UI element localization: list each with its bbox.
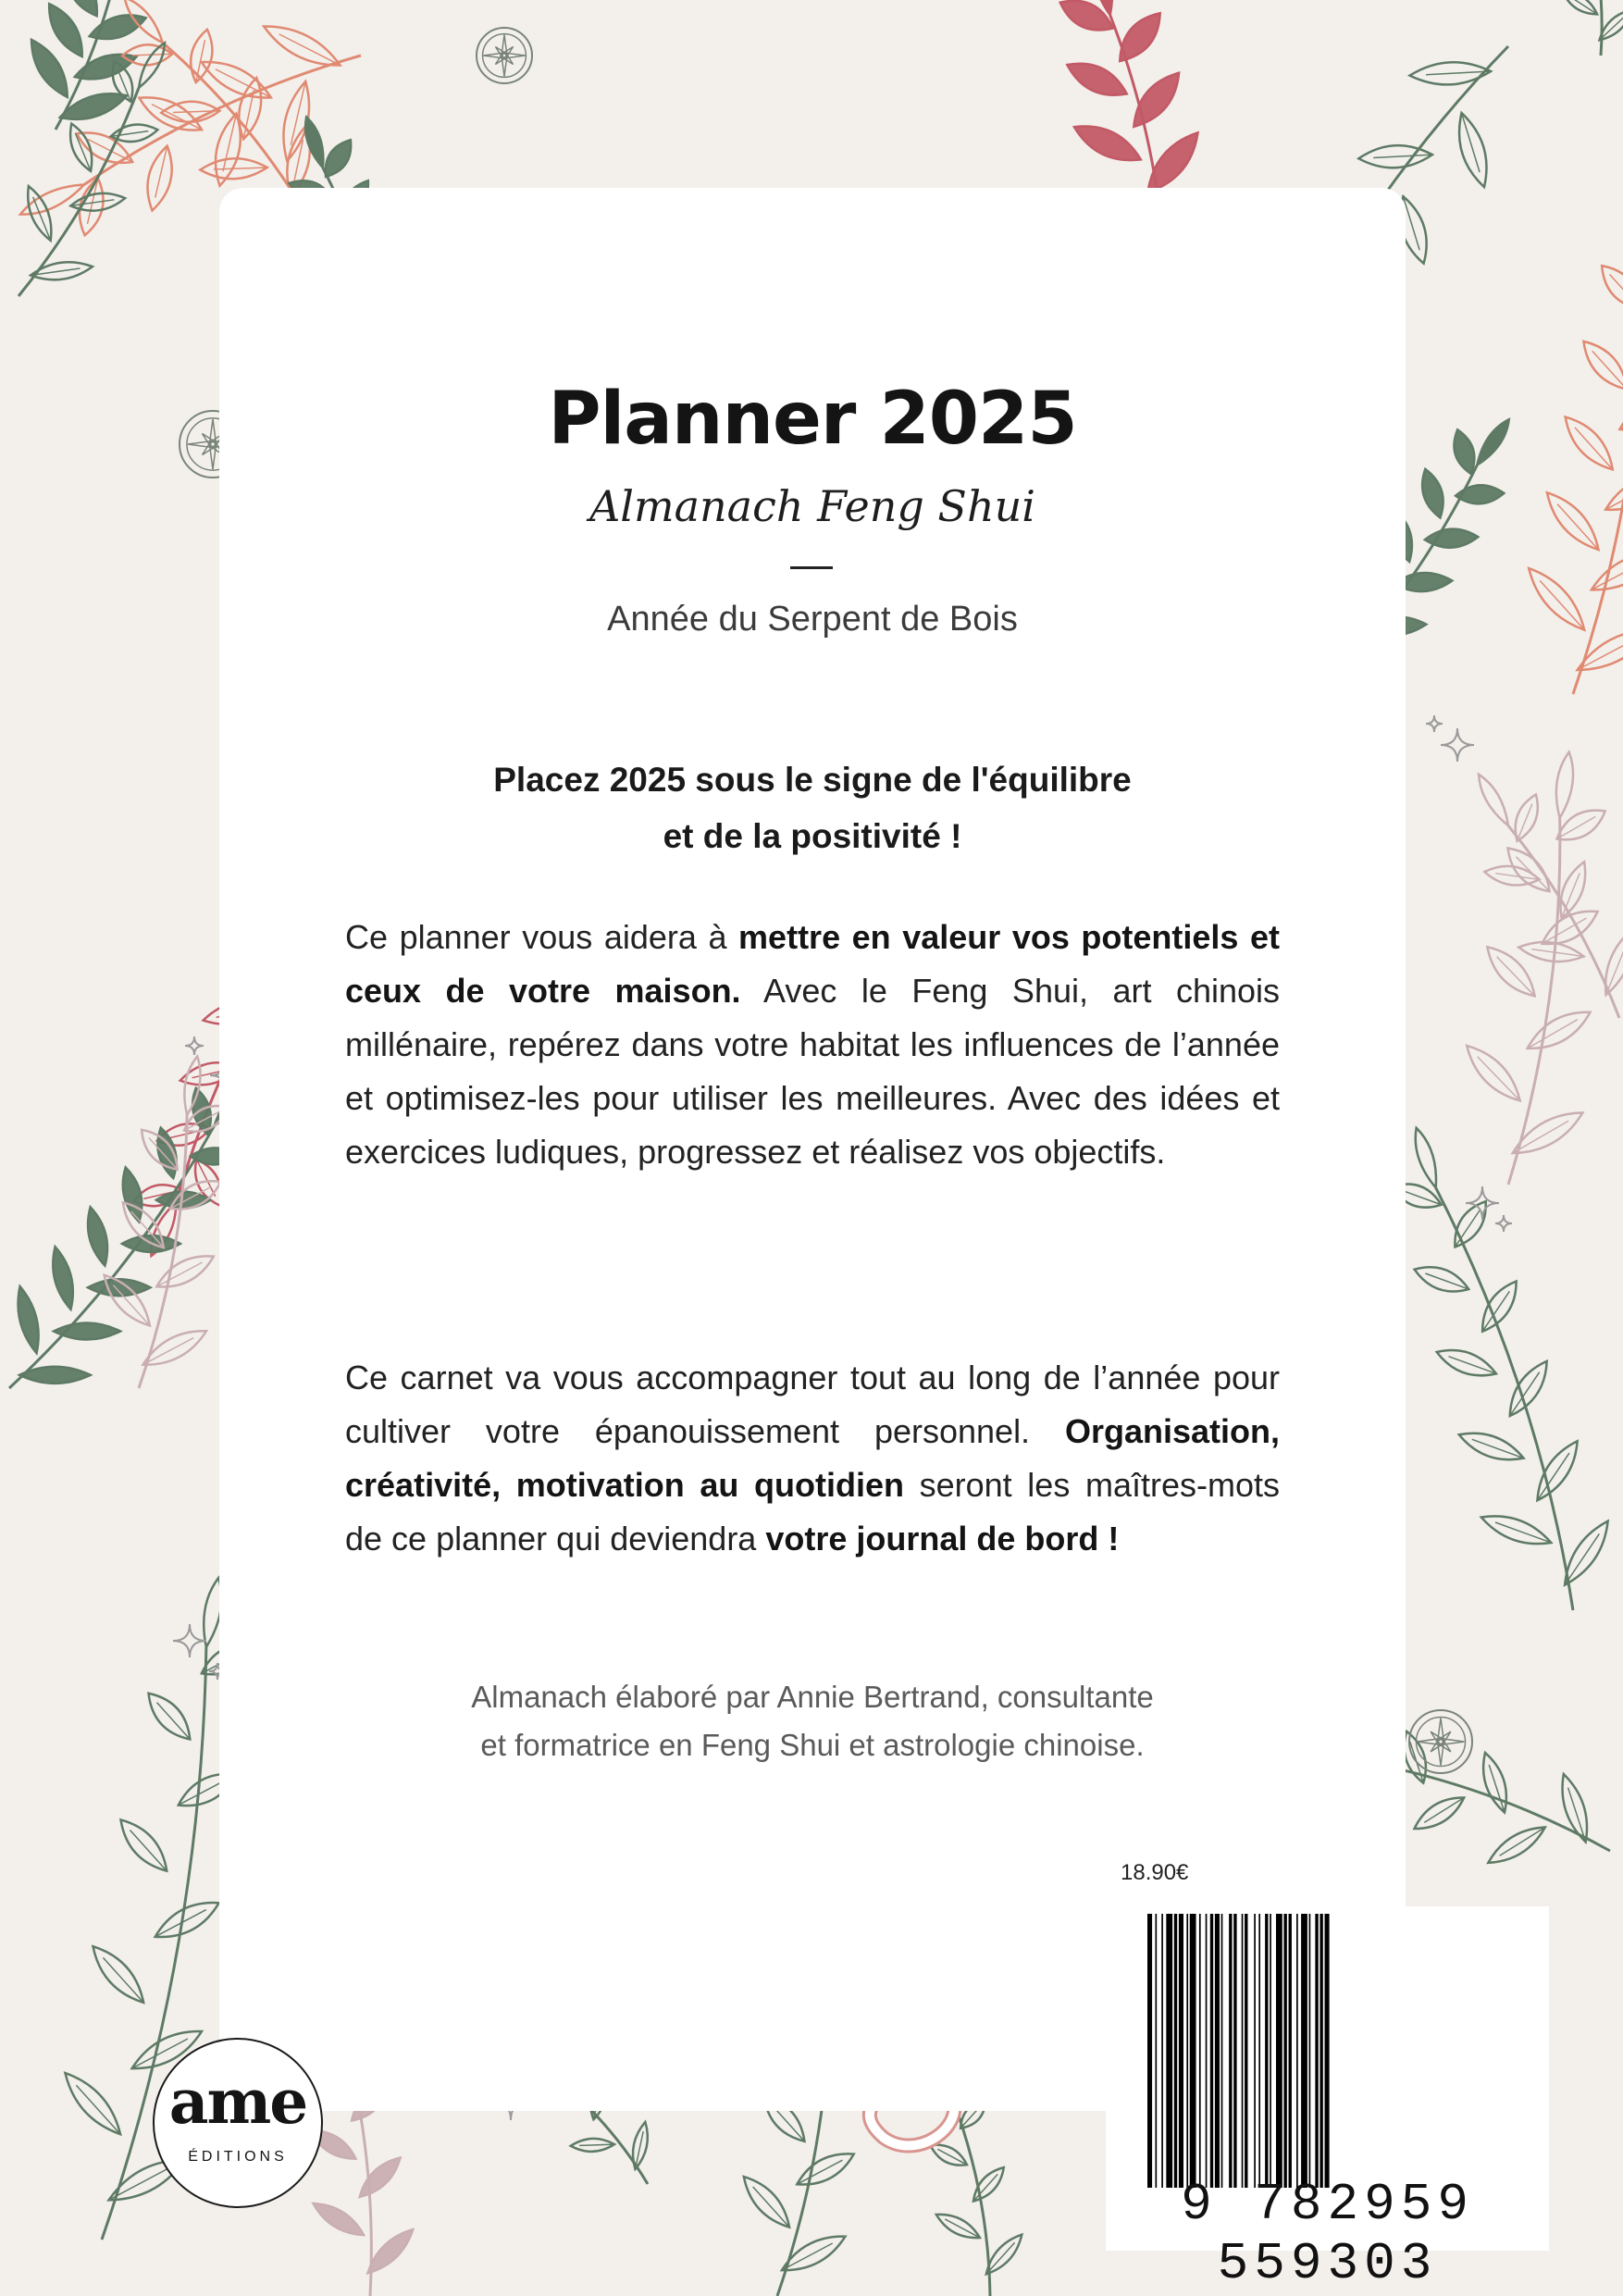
compass-icon	[1409, 1710, 1472, 1773]
barcode-bar	[1315, 1914, 1318, 2188]
description-paragraph-1	[345, 911, 1280, 1179]
leaf-branch-icon	[1429, 743, 1623, 1047]
page-title: Planner 2025	[548, 378, 1077, 461]
barcode-bar	[1161, 1914, 1163, 2188]
barcode-bar	[1206, 1914, 1208, 2188]
text-run: Ce planner vous aidera à	[345, 918, 739, 956]
barcode-bar	[1221, 1914, 1223, 2188]
description-paragraph-2	[345, 1351, 1280, 1566]
leaf-branch-icon	[1550, 0, 1623, 58]
price-label: 18.90€	[1121, 1860, 1189, 1885]
barcode-bar	[1309, 1914, 1311, 2188]
barcode-bar	[1319, 1914, 1322, 2188]
barcode-bar	[1147, 1914, 1152, 2188]
barcode-bar	[1254, 1914, 1256, 2188]
leaf-branch-icon	[0, 0, 200, 151]
barcode-bar	[1229, 1914, 1232, 2188]
barcode-bar	[1199, 1914, 1201, 2188]
sparkle-icon	[1441, 728, 1474, 762]
barcode-bar	[1166, 1914, 1172, 2188]
leaf-branch-icon	[1442, 742, 1623, 1194]
isbn-number: 9 782959 559303	[1181, 2175, 1474, 2293]
text-run-bold: votre journal de bord !	[765, 1520, 1120, 1558]
author-line: et formatrice en Feng Shui et astrologie chinoise.	[480, 1728, 1145, 1762]
barcode-bar	[1233, 1914, 1236, 2188]
sparkle-icon	[1426, 715, 1443, 732]
sparkle-icon	[1495, 1215, 1512, 1232]
barcode-bar	[1242, 1914, 1244, 2188]
barcode-bar	[1258, 1914, 1260, 2188]
text-run-bold: mettre en valeur vos potentiels et ceux de votre maison.	[345, 918, 1281, 1010]
compass-icon	[477, 28, 532, 83]
leaf-branch-icon	[1502, 211, 1623, 707]
author-credit	[312, 1673, 1313, 1769]
author-line: Almanach élaboré par Annie Bertrand, consultante	[471, 1680, 1154, 1714]
barcode-bar	[1265, 1914, 1268, 2188]
subtitle: Almanach Feng Shui	[589, 481, 1035, 531]
barcode-bar	[1186, 1914, 1188, 2188]
divider	[790, 566, 833, 569]
barcode-bar	[1301, 1914, 1307, 2188]
barcode-bar	[1174, 1914, 1177, 2188]
barcode-bar	[1215, 1914, 1220, 2188]
barcode-bar	[1270, 1914, 1271, 2188]
lead-line: Placez 2025 sous le signe de l'équilibre	[493, 761, 1132, 799]
text-run: Ce carnet va vous accompagner tout au long de l’année pour cultiver votre épanouissement personnel.	[345, 1359, 1280, 1450]
publisher-name: ame	[168, 2066, 307, 2138]
barcode-bar	[1289, 1914, 1292, 2188]
barcode-bar	[1276, 1914, 1282, 2188]
text-run: seront les maîtres-mots de ce planner qui deviendra	[345, 1466, 1280, 1558]
barcode-bar	[1210, 1914, 1213, 2188]
text-run: Avec le Feng Shui, art chinois millénaire, repérez dans votre habitat les influences de l’année et optimisez-les pour utiliser les meilleures. Avec des idées et exercices ludiques, progressez et réalisez vos objectifs.	[345, 972, 1281, 1171]
publisher-logo	[153, 2038, 323, 2208]
barcode	[1147, 1914, 1518, 2188]
barcode-bar	[1155, 1914, 1157, 2188]
publisher-sub: ÉDITIONS	[188, 2149, 288, 2165]
year-line: Année du Serpent de Bois	[607, 600, 1018, 639]
sparkle-icon	[185, 1036, 204, 1055]
barcode-bar	[1296, 1914, 1298, 2188]
sparkle-icon	[173, 1624, 206, 1657]
lead-text	[330, 751, 1295, 864]
barcode-bar	[1190, 1914, 1196, 2188]
barcode-bar	[1325, 1914, 1330, 2188]
barcode-bar	[1283, 1914, 1286, 2188]
barcode-bar	[1245, 1914, 1247, 2188]
lead-line: et de la positivité !	[663, 817, 962, 855]
barcode-bar	[1179, 1914, 1183, 2188]
text-run-bold: Organisation, créativité, motivation au quotidien	[345, 1412, 1280, 1504]
